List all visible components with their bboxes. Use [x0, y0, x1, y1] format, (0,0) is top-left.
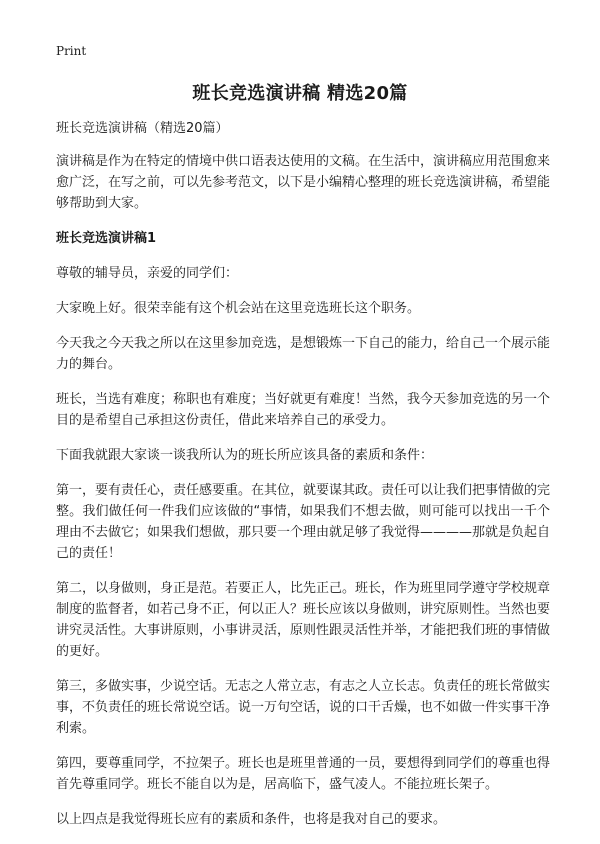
- document-subtitle: 班长竞选演讲稿（精选20篇）: [56, 121, 229, 136]
- section-heading: 班长竞选演讲稿1: [56, 231, 157, 246]
- paragraph-point-1: 第一，要有责任心，责任感要重。在其位，就要谋其政。责任可以让我们把事情做的完整。我们做任何一件我们应该做的“事情，如果我们不想去做，则可能可以找出一千个理由不去做它；如果我们想做，那只要一个理由就足够了我觉得————那就是负起自己的责任！: [56, 483, 551, 561]
- paragraph-conclusion: 以上四点是我觉得班长应有的素质和条件，也将是我对自己的要求。: [56, 812, 447, 827]
- paragraph-point-4: 第四，要尊重同学，不拉架子。班长也是班里普通的一员，要想得到同学们的尊重也得首先尊重同学。班长不能自以为是，居高临下，盛气凌人。不能拉班长架子。: [56, 756, 551, 792]
- page-title: 班长竞选演讲稿 精选20篇: [192, 83, 408, 104]
- paragraph-purpose: 今天我之今天我之所以在这里参加竞选，是想锻炼一下自己的能力，给自己一个展示能力的舞台。: [56, 336, 551, 372]
- paragraph-point-2: 第二，以身做则，身正是范。若要正人，比先正己。班长，作为班里同学遵守学校规章制度的监督者，如若己身不正，何以正人？班长应该以身做则，讲究原则性。当然也要讲究灵活性。大事讲原则，小事讲灵活，原则性跟灵活性并举，才能把我们班的事情做的更好。: [56, 581, 551, 659]
- paragraph-greeting: 大家晚上好。很荣幸能有这个机会站在这里竞选班长这个职务。: [56, 301, 421, 316]
- print-link[interactable]: Print: [56, 44, 87, 58]
- paragraph-difficulty: 班长，当选有难度；称职也有难度；当好就更有难度！当然，我今天参加竞选的另一个目的是希望自己承担这份责任，借此来培养自己的承受力。: [56, 392, 551, 428]
- paragraph-salutation: 尊敬的辅导员，亲爱的同学们：: [56, 266, 239, 281]
- paragraph-transition: 下面我就跟大家谈一谈我所认为的班长所应该具备的素质和条件：: [56, 448, 434, 463]
- article-body: [56, 118, 550, 844]
- intro-paragraph: 演讲稿是作为在特定的情境中供口语表达使用的文稿。在生活中，演讲稿应用范围愈来愈广泛，在写之前，可以先参考范文，以下是小编精心整理的班长竞选演讲稿，希望能够帮助到大家。: [56, 154, 551, 211]
- paragraph-point-3: 第三，多做实事，少说空话。无志之人常立志，有志之人立长志。负责任的班长常做实事，不负责任的班长常说空话。说一万句空话，说的口干舌燥，也不如做一件实事干净利索。: [56, 679, 551, 736]
